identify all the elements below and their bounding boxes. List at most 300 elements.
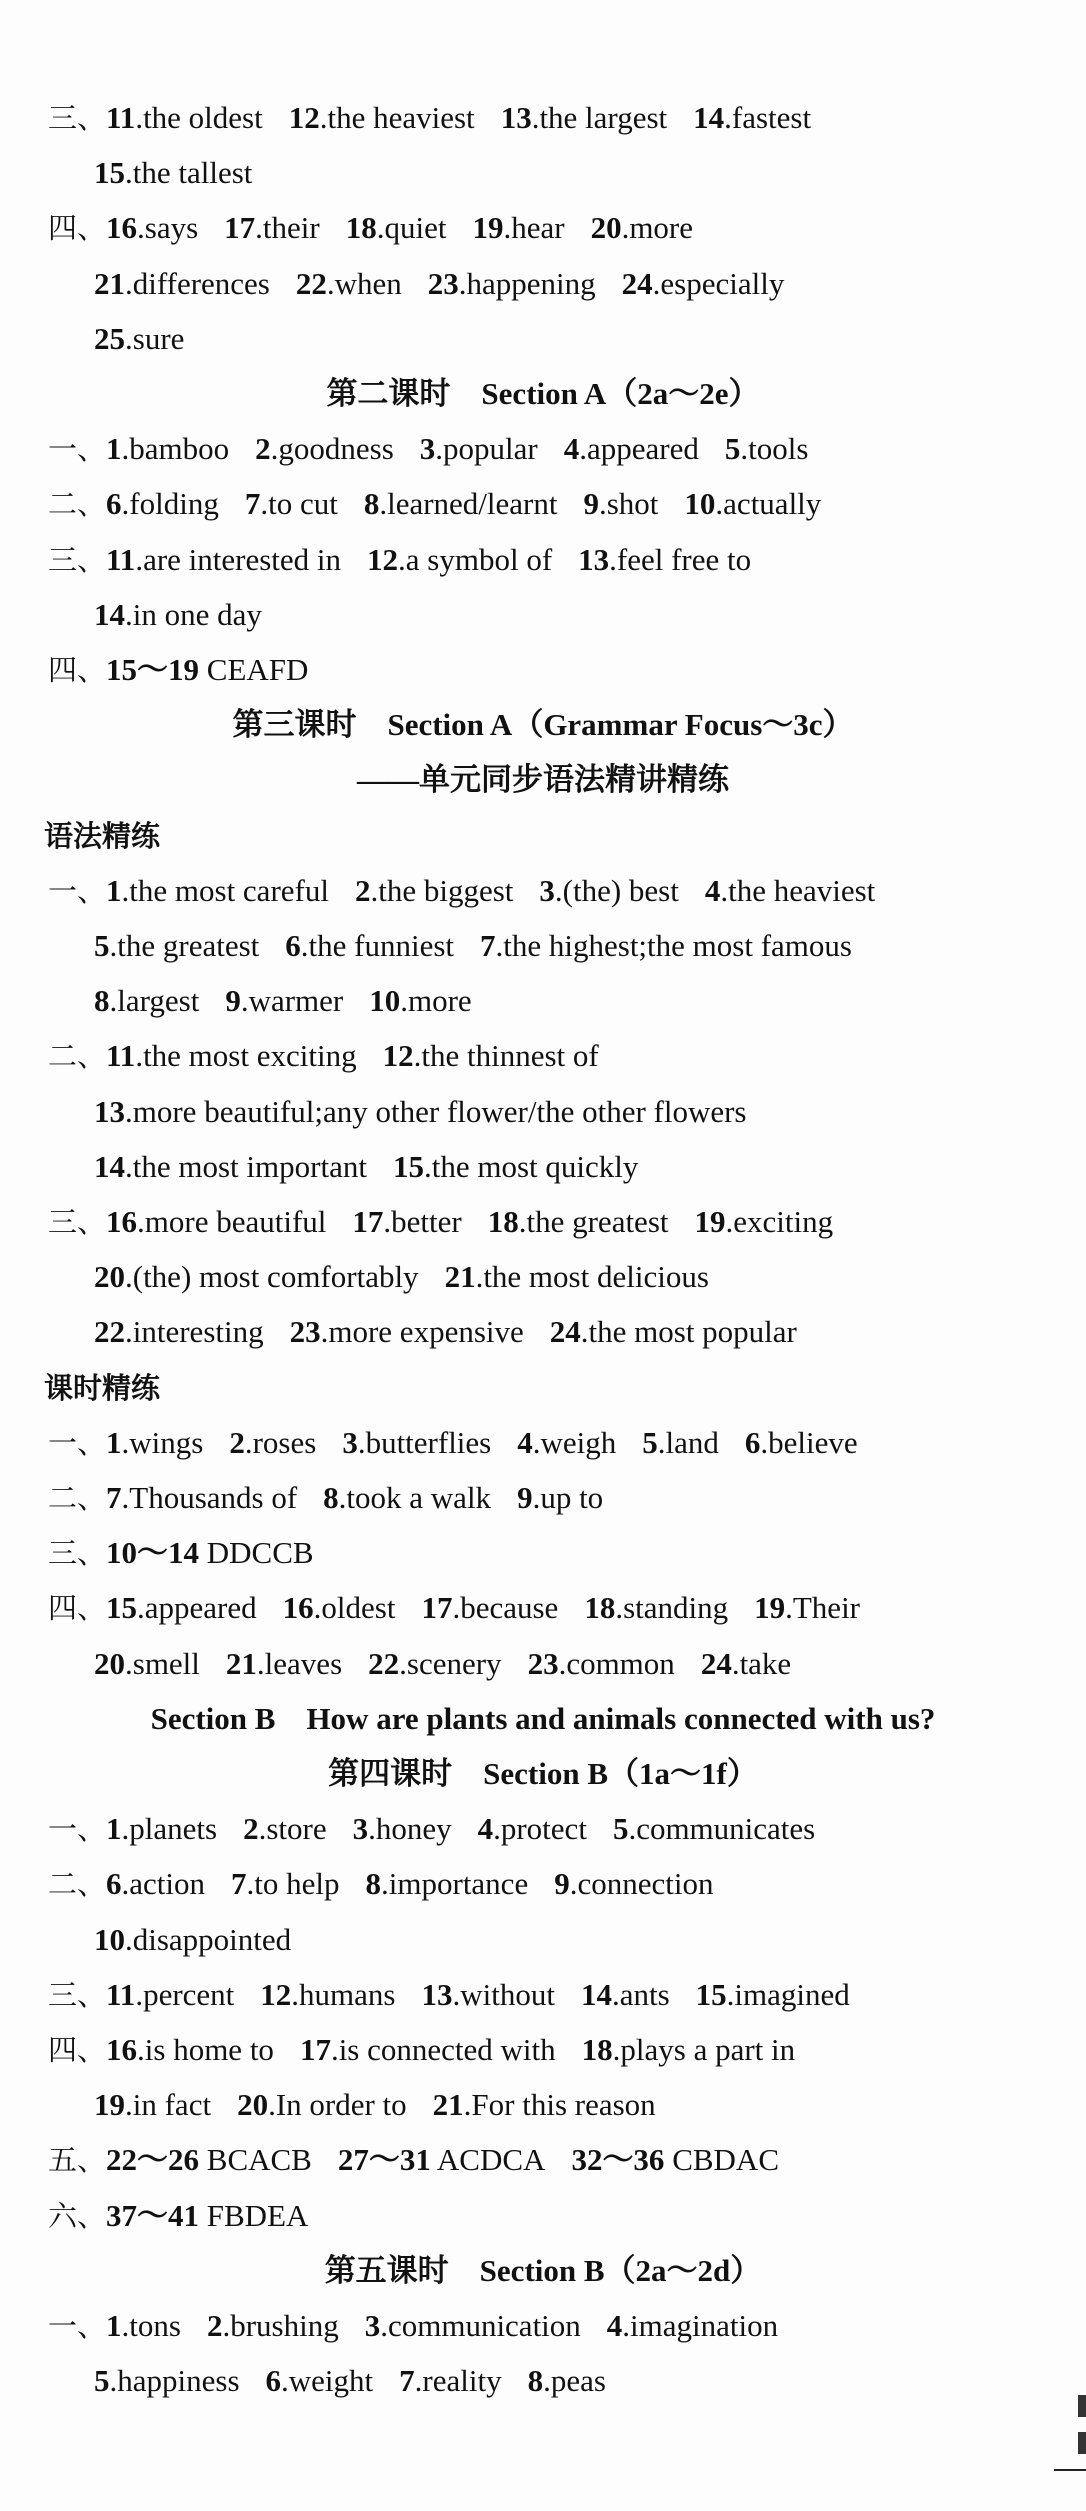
question-number: 18 [581, 2032, 613, 2067]
answer-item [106, 100, 263, 135]
answer-item [94, 1314, 264, 1349]
answer-item [642, 1425, 719, 1460]
question-number: 9 [554, 1866, 570, 1902]
answer-text: .in one day [125, 596, 262, 632]
answer-text: .exciting [725, 1204, 834, 1239]
question-number: 9 [583, 486, 599, 522]
question-number: 16 [106, 1204, 138, 1239]
question-number: 10 [369, 983, 401, 1019]
answer-item [352, 1204, 461, 1239]
question-number: 23 [289, 1314, 321, 1350]
question-group-marker: 一、 [48, 432, 107, 467]
answer-text: .In order to [268, 2087, 407, 2123]
answer-text: .Their [785, 1590, 861, 1626]
question-number: 16 [106, 210, 138, 246]
answer-item [488, 1204, 669, 1239]
section-heading [0, 699, 1086, 751]
answer-item [94, 1094, 747, 1129]
answer-text: .wings [121, 1424, 204, 1460]
answer-text: .bamboo [121, 431, 230, 467]
question-number: 8 [363, 486, 380, 522]
question-number: 10 [94, 1921, 125, 1957]
question-number: 15 [94, 155, 125, 191]
question-number: 11 [106, 100, 136, 135]
answer-item [283, 1590, 396, 1625]
answer-text: .interesting [125, 1314, 264, 1350]
answer-text: .more beautiful;any other flower/the other flowers [125, 1093, 747, 1129]
answer-item [94, 1922, 291, 1957]
answer-item [528, 1646, 675, 1681]
question-number: 10～14 [106, 1535, 200, 1571]
question-number: 24 [700, 1645, 732, 1681]
answer-row-continued [0, 975, 1086, 1027]
question-group-marker: 四、 [48, 1591, 107, 1626]
answer-item [231, 1866, 340, 1901]
answer-text: .more [621, 210, 694, 246]
question-number: 21 [94, 265, 125, 301]
answer-row [0, 2300, 1086, 2352]
section-heading-text: 第四课时 Section B（1a～1f） [328, 1756, 758, 1791]
question-number: 12 [367, 541, 399, 577]
answer-text: .brushing [222, 2308, 339, 2343]
question-number: 1 [106, 2308, 122, 2343]
question-number: 1 [106, 872, 122, 908]
section-heading-text: ——单元同步语法精讲精练 [357, 762, 729, 798]
answer-item [106, 1535, 314, 1570]
answer-text: .the most delicious [475, 1259, 709, 1295]
section-heading-text: Section B How are plants and animals connected with us? [150, 1700, 936, 1736]
question-number: 20 [94, 1259, 125, 1295]
answer-text: .took a walk [338, 1480, 492, 1515]
answer-text: .ants [611, 1976, 670, 2012]
answer-text: .actually [715, 486, 822, 522]
question-number: 7 [231, 1866, 247, 1902]
question-group-marker: 一、 [48, 2309, 107, 2343]
answer-text: .imagination [622, 2308, 779, 2343]
answer-text: .(the) best [554, 872, 679, 908]
answer-text: .the greatest [109, 928, 260, 963]
answer-text: .the most exciting [135, 1038, 357, 1074]
answer-item [550, 1314, 797, 1349]
question-number: 10 [684, 486, 716, 522]
answer-item [701, 1646, 791, 1681]
question-number: 2 [354, 872, 371, 908]
answer-item [578, 542, 751, 577]
answer-text: .in fact [125, 2087, 212, 2123]
question-number: 9 [225, 983, 241, 1019]
answer-item [226, 1646, 342, 1681]
question-group-marker: 四、 [48, 653, 107, 687]
answer-row [0, 1969, 1086, 2021]
answer-row-continued [0, 2079, 1086, 2131]
answer-item [472, 210, 564, 245]
answer-item [480, 928, 852, 963]
answer-item [94, 928, 259, 963]
answer-item [106, 486, 219, 521]
answer-item [421, 1590, 558, 1625]
answer-item [106, 873, 329, 908]
answer-row [0, 1472, 1086, 1524]
answer-item [355, 873, 513, 908]
question-number: 23 [427, 265, 459, 301]
question-group-marker: 四、 [48, 2033, 107, 2067]
question-number: 18 [584, 1590, 616, 1626]
practice-label-text: 语法精练 [44, 818, 161, 853]
answer-item [94, 983, 199, 1018]
answer-item [285, 928, 454, 963]
answer-row [0, 423, 1086, 475]
answer-item [106, 1811, 217, 1846]
answer-text: .weigh [532, 1424, 617, 1460]
answer-item [478, 1811, 587, 1846]
answer-item [539, 873, 678, 908]
answer-row-continued [0, 1914, 1086, 1966]
section-heading [0, 2245, 1086, 2297]
question-number: 2 [243, 1811, 259, 1847]
answer-text: CEAFD [199, 652, 309, 687]
question-number: 32～36 [571, 2142, 665, 2178]
answer-text: .hear [503, 210, 565, 246]
question-number: 2 [255, 431, 271, 467]
question-number: 18 [487, 1204, 519, 1239]
question-number: 15 [695, 1976, 727, 2012]
answer-item [528, 2363, 606, 2398]
answer-item [106, 1204, 326, 1239]
answer-text: .the most careful [121, 872, 329, 908]
question-number: 5 [724, 431, 741, 467]
answer-text: .feel free to [609, 541, 752, 577]
answer-text: .appeared [137, 1590, 257, 1626]
answer-item [296, 266, 402, 301]
answer-item [94, 2363, 240, 2398]
answer-text: .communication [380, 2308, 581, 2343]
answer-text: .is home to [137, 2032, 274, 2067]
question-number: 4 [517, 1424, 533, 1460]
answer-text: .standing [615, 1590, 729, 1626]
answer-text: .the largest [531, 100, 668, 135]
answer-item [420, 431, 538, 466]
answer-item [338, 2142, 546, 2177]
answer-row-continued [0, 589, 1086, 641]
answer-text: .plays a part in [612, 2032, 796, 2067]
answer-item [266, 2363, 374, 2398]
answer-item [365, 2308, 581, 2343]
question-number: 22 [368, 1645, 400, 1681]
question-number: 14 [580, 1976, 612, 2012]
answer-text: DDCCB [199, 1535, 314, 1571]
answer-text: .For this reason [463, 2087, 656, 2123]
answer-item [581, 1977, 670, 2012]
question-number: 14 [94, 1148, 125, 1184]
answer-item [94, 155, 252, 190]
answer-text: .folding [121, 486, 219, 522]
answer-item [369, 983, 471, 1018]
question-number: 6 [106, 1866, 122, 1902]
answer-text: .when [326, 265, 402, 301]
question-number: 15～19 [106, 652, 200, 687]
question-number: 19 [94, 2087, 125, 2123]
answer-row-continued [0, 920, 1086, 972]
question-number: 17 [224, 210, 256, 246]
question-number: 17 [299, 2032, 331, 2067]
answer-text: .more [400, 983, 472, 1019]
question-number: 6 [265, 2363, 282, 2399]
answer-item [106, 2308, 181, 2343]
answer-item [564, 431, 699, 466]
answer-text: .because [452, 1590, 559, 1626]
answer-item [106, 1590, 257, 1625]
question-number: 19 [754, 1590, 786, 1626]
question-number: 17 [421, 1590, 453, 1626]
answer-text: .quiet [376, 210, 447, 246]
question-number: 37～41 [106, 2197, 200, 2233]
question-number: 6 [285, 928, 301, 963]
answer-text: .goodness [270, 431, 394, 467]
question-number: 20 [237, 2087, 269, 2123]
answer-text: .imagined [726, 1976, 850, 2012]
question-number: 23 [527, 1645, 559, 1681]
answer-item [106, 1480, 297, 1515]
question-number: 11 [106, 1976, 136, 2012]
answer-text: .differences [125, 265, 270, 301]
question-group-marker: 一、 [48, 1425, 107, 1460]
answer-item [393, 1149, 638, 1184]
answer-item [237, 2087, 407, 2122]
question-number: 22 [295, 265, 327, 301]
question-number: 6 [744, 1424, 761, 1460]
answer-text: BCACB [199, 2142, 312, 2178]
question-number: 5 [94, 928, 110, 963]
answer-row [0, 1417, 1086, 1469]
answer-text: .planets [121, 1811, 218, 1847]
answer-text: .says [137, 210, 199, 246]
answer-text: .action [121, 1866, 206, 1902]
answer-text: .(the) most comfortably [125, 1259, 419, 1295]
answer-item [501, 100, 667, 135]
answer-item [433, 2087, 656, 2122]
answer-text: .are interested in [135, 541, 342, 577]
question-number: 8 [527, 2363, 544, 2399]
answer-text: .the greatest [518, 1204, 669, 1239]
answer-item [584, 1590, 728, 1625]
question-number: 24 [549, 1314, 581, 1350]
answer-item [243, 1811, 327, 1846]
answer-item [421, 1977, 554, 2012]
answer-item [342, 1425, 491, 1460]
answer-text: .reality [414, 2363, 502, 2399]
answer-item [323, 1480, 491, 1515]
answer-item [94, 597, 262, 632]
answer-text: .scenery [399, 1645, 502, 1681]
answer-text: .the heaviest [720, 872, 876, 908]
answer-row-continued [0, 258, 1086, 310]
answer-text: .the most important [125, 1148, 367, 1184]
answer-item [106, 431, 229, 466]
answer-item [399, 2363, 501, 2398]
answer-text: .take [731, 1645, 792, 1681]
answer-item [754, 1590, 860, 1625]
answer-item [613, 1811, 815, 1846]
answer-row [0, 2024, 1086, 2076]
answer-item [106, 1038, 357, 1073]
answer-item [622, 266, 785, 301]
answer-item [106, 2198, 308, 2233]
answer-item [289, 100, 475, 135]
question-group-marker: 二、 [48, 1481, 107, 1515]
section-heading-text: 第二课时 Section A（2a～2e） [326, 376, 760, 411]
answer-item [225, 983, 343, 1018]
answer-text: .better [383, 1204, 462, 1239]
question-group-marker: 三、 [48, 1205, 107, 1239]
question-number: 11 [106, 1038, 136, 1074]
question-number: 4 [606, 2308, 623, 2343]
answer-text: .up to [532, 1480, 604, 1515]
answer-item [229, 1425, 316, 1460]
question-number: 5 [642, 1424, 658, 1460]
answer-text: .learned/learnt [379, 486, 558, 522]
answer-text: .land [657, 1424, 719, 1460]
answer-text: .tools [740, 431, 809, 467]
question-number: 27～31 [337, 2142, 431, 2178]
question-number: 9 [517, 1480, 533, 1515]
answer-item [94, 1646, 200, 1681]
question-number: 2 [229, 1424, 245, 1460]
question-group-marker: 四、 [48, 211, 107, 246]
answer-text: .popular [435, 431, 538, 467]
question-number: 6 [106, 486, 122, 522]
answer-item [696, 1977, 850, 2012]
question-number: 7 [106, 1480, 122, 1515]
question-number: 16 [106, 2032, 138, 2067]
answer-text: .connection [569, 1866, 714, 1902]
answer-text: .the biggest [370, 872, 514, 908]
answer-item [260, 1977, 395, 2012]
question-number: 1 [106, 1424, 122, 1460]
answer-row-continued [0, 147, 1086, 199]
section-heading [0, 1693, 1086, 1745]
question-group-marker: 三、 [48, 101, 107, 135]
question-number: 16 [282, 1590, 314, 1626]
edge-mark [1078, 2432, 1086, 2454]
answer-text: .tons [121, 2308, 181, 2343]
question-number: 19 [472, 210, 504, 246]
section-heading-text: 第三课时 Section A（Grammar Focus～3c） [232, 707, 854, 743]
answer-item [445, 1259, 709, 1294]
answer-text: .smell [125, 1645, 200, 1681]
answer-row [0, 92, 1086, 144]
answer-text: .a symbol of [398, 541, 553, 577]
answer-text: .percent [135, 1976, 235, 2012]
answer-text: .store [258, 1811, 327, 1847]
answer-item [695, 1204, 834, 1239]
question-number: 1 [106, 431, 122, 467]
question-number: 15 [106, 1590, 138, 1626]
question-number: 21 [432, 2087, 464, 2123]
answer-text: .importance [381, 1866, 529, 1902]
answer-item [106, 210, 198, 245]
answer-text: .more expensive [320, 1314, 524, 1350]
answer-text: .the heaviest [319, 100, 475, 135]
answer-row [0, 202, 1086, 254]
question-number: 4 [477, 1811, 494, 1847]
answer-row [0, 2134, 1086, 2186]
question-number: 3 [342, 1424, 358, 1460]
question-number: 13 [578, 541, 610, 577]
question-number: 22～26 [106, 2142, 200, 2178]
question-number: 17 [352, 1204, 384, 1239]
answer-item [684, 486, 821, 521]
answer-item [106, 1866, 205, 1901]
answer-item [353, 1811, 452, 1846]
question-number: 13 [94, 1093, 125, 1129]
answer-row [0, 2190, 1086, 2242]
answer-text: FBDEA [199, 2197, 309, 2233]
question-number: 8 [94, 983, 110, 1019]
question-group-marker: 三、 [48, 1536, 107, 1571]
answer-text: .warmer [240, 983, 344, 1019]
answer-text: .appeared [579, 431, 699, 467]
answer-item [106, 652, 308, 687]
answer-text: .happening [458, 265, 596, 301]
answer-item [428, 266, 596, 301]
answer-item [300, 2032, 556, 2067]
answer-item [346, 210, 447, 245]
answer-item [255, 431, 394, 466]
answer-item [94, 321, 184, 356]
answer-item [245, 486, 338, 521]
question-number: 4 [563, 431, 580, 467]
answer-item [106, 2142, 312, 2177]
answer-text: .honey [368, 1811, 452, 1847]
question-number: 3 [352, 1811, 369, 1847]
answer-item [517, 1425, 616, 1460]
practice-label [0, 1362, 1086, 1414]
answer-row [0, 534, 1086, 586]
question-number: 14 [94, 596, 125, 632]
practice-label [0, 810, 1086, 862]
question-number: 19 [694, 1204, 726, 1239]
answer-item [517, 1480, 603, 1515]
question-group-marker: 一、 [48, 1812, 107, 1847]
answer-item [224, 210, 320, 245]
answer-row-continued [0, 313, 1086, 365]
section-heading [0, 754, 1086, 806]
question-number: 2 [206, 2308, 223, 2343]
answer-text: .the thinnest of [413, 1038, 599, 1074]
answer-row [0, 1858, 1086, 1910]
answer-text: .oldest [313, 1590, 396, 1626]
answer-item [364, 486, 558, 521]
question-number: 20 [590, 210, 622, 246]
answer-text: .without [452, 1976, 555, 2012]
question-number: 11 [106, 541, 136, 577]
answer-text: .butterflies [357, 1424, 492, 1460]
answer-text: .fastest [724, 100, 812, 135]
answer-text: .the most popular [580, 1314, 797, 1350]
answer-item [571, 2142, 779, 2177]
answer-item [745, 1425, 858, 1460]
answer-item [290, 1314, 524, 1349]
question-group-marker: 五、 [48, 2143, 107, 2178]
answer-row-continued [0, 1141, 1086, 1193]
answer-item [582, 2032, 796, 2067]
answer-text: .roses [244, 1424, 317, 1460]
answer-item [366, 1866, 529, 1901]
section-heading [0, 368, 1086, 420]
question-number: 12 [288, 100, 320, 135]
question-group-marker: 六、 [48, 2198, 107, 2233]
answer-row [0, 644, 1086, 696]
